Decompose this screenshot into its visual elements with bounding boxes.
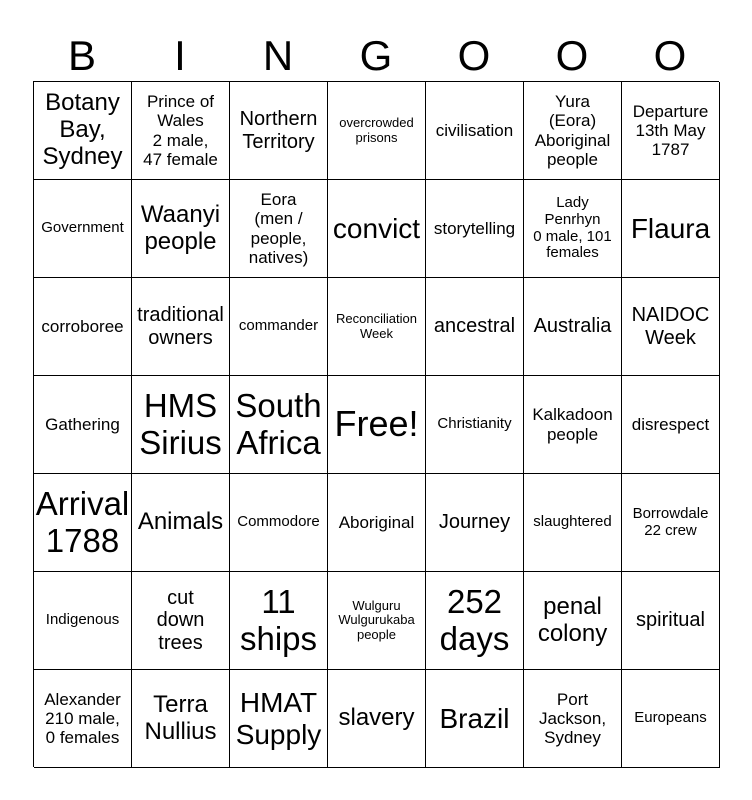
bingo-cell[interactable] [622, 278, 720, 376]
header-letter: O [457, 32, 491, 79]
bingo-cell[interactable] [230, 278, 328, 376]
bingo-cell[interactable] [132, 572, 230, 670]
cell-text: Journey [438, 511, 511, 534]
cell-text: Departure 13th May 1787 [632, 101, 709, 160]
bingo-cell[interactable] [426, 474, 524, 572]
bingo-cell[interactable] [426, 278, 524, 376]
cell-text: spiritual [636, 609, 705, 632]
cell-text: Aboriginal [338, 512, 415, 532]
bingo-cell[interactable] [622, 180, 720, 278]
cell-text: Government [41, 219, 124, 237]
cell-text: Borrowdale 22 crew [632, 504, 709, 539]
bingo-cell[interactable] [34, 670, 132, 768]
cell-text: Port Jackson, Sydney [538, 689, 607, 748]
cell-text: NAIDOC Week [631, 304, 710, 349]
cell-text: convict [332, 212, 421, 244]
bingo-cell[interactable] [132, 82, 230, 180]
bingo-cell[interactable] [230, 376, 328, 474]
cell-text: 11 ships [239, 582, 318, 657]
bingo-cell[interactable] [524, 572, 622, 670]
header-letter: B [67, 32, 96, 79]
bingo-cell[interactable] [622, 82, 720, 180]
cell-text: civilisation [435, 120, 514, 140]
bingo-cell[interactable] [132, 180, 230, 278]
cell-text: penal colony [537, 592, 608, 647]
cell-text: Reconciliation Week [336, 310, 417, 341]
cell-text: storytelling [433, 218, 516, 238]
cell-text: Prince of Wales 2 male, 47 female [143, 92, 218, 169]
bingo-cell[interactable] [524, 670, 622, 768]
cell-text: Terra Nullius [144, 690, 217, 745]
cell-text: disrespect [631, 414, 710, 434]
bingo-cell[interactable] [132, 376, 230, 474]
cell-text: Europeans [634, 709, 707, 727]
cell-text: 252 days [439, 582, 510, 657]
bingo-cell[interactable] [34, 278, 132, 376]
bingo-cell[interactable] [524, 376, 622, 474]
cell-text: Lady Penrhyn 0 male, 101 females [533, 193, 612, 262]
bingo-cell[interactable] [132, 670, 230, 768]
cell-text: slaughtered [533, 513, 612, 531]
cell-text: HMAT Supply [235, 687, 322, 750]
cell-text: Arrival 1788 [35, 484, 130, 559]
bingo-cell[interactable] [34, 180, 132, 278]
cell-text: Brazil [439, 702, 510, 734]
bingo-cell[interactable] [622, 474, 720, 572]
bingo-cell[interactable] [132, 474, 230, 572]
header-letter: O [653, 32, 687, 79]
cell-text: overcrowded prisons [339, 114, 414, 145]
cell-text: Waanyi people [140, 200, 221, 255]
bingo-cell[interactable] [328, 474, 426, 572]
bingo-cell[interactable] [426, 376, 524, 474]
bingo-cell[interactable] [426, 670, 524, 768]
bingo-cell[interactable] [230, 474, 328, 572]
bingo-cell[interactable] [230, 180, 328, 278]
cell-text: Australia [533, 315, 612, 338]
bingo-cell[interactable] [34, 376, 132, 474]
cell-text: Eora (men / people, natives) [248, 190, 309, 267]
bingo-cell[interactable] [230, 82, 328, 180]
cell-text: South Africa [235, 386, 322, 461]
bingo-cell[interactable] [34, 572, 132, 670]
cell-text: Kalkadoon people [532, 405, 613, 444]
bingo-cell[interactable] [328, 180, 426, 278]
bingo-cell[interactable] [328, 82, 426, 180]
bingo-cell[interactable] [34, 82, 132, 180]
cell-text: Yura (Eora) Aboriginal people [534, 92, 611, 169]
header-letter: N [262, 32, 294, 79]
cell-text: Alexander 210 male, 0 females [44, 689, 121, 748]
bingo-cell[interactable] [426, 572, 524, 670]
header-letter: O [555, 32, 589, 79]
bingo-cell[interactable] [328, 572, 426, 670]
cell-text: Free! [334, 403, 419, 445]
cell-text: HMS Sirius [139, 386, 222, 461]
cell-text: commander [238, 317, 319, 335]
cell-text: traditional owners [137, 304, 224, 349]
bingo-cell[interactable] [328, 278, 426, 376]
bingo-cell[interactable] [328, 670, 426, 768]
cell-text: Flaura [630, 212, 711, 244]
header-letter: I [174, 32, 186, 79]
cell-text: slavery [338, 704, 415, 732]
bingo-header [33, 30, 719, 82]
bingo-cell[interactable] [524, 180, 622, 278]
cell-text: corroboree [41, 316, 124, 336]
bingo-cell[interactable] [34, 474, 132, 572]
header-letter: G [359, 32, 393, 79]
cell-text: cut down trees [156, 586, 205, 654]
bingo-cell[interactable] [622, 376, 720, 474]
bingo-cell[interactable] [426, 82, 524, 180]
free-space[interactable] [328, 376, 426, 474]
bingo-cell[interactable] [426, 180, 524, 278]
cell-text: Animals [137, 508, 224, 536]
cell-text: Wulguru Wulgurukaba people [338, 597, 415, 642]
cell-text: Christianity [437, 415, 512, 433]
cell-text: Commodore [237, 513, 320, 531]
cell-text: ancestral [433, 315, 516, 338]
bingo-cell[interactable] [230, 670, 328, 768]
cell-text: Indigenous [45, 611, 120, 629]
cell-text: Northern Territory [239, 108, 318, 153]
bingo-cell[interactable] [524, 278, 622, 376]
bingo-cell[interactable] [524, 474, 622, 572]
cell-text: Gathering [45, 414, 120, 434]
bingo-cell[interactable] [622, 572, 720, 670]
cell-text: Botany Bay, Sydney [42, 89, 123, 170]
bingo-cell[interactable] [132, 278, 230, 376]
bingo-cell[interactable] [524, 82, 622, 180]
bingo-cell[interactable] [230, 572, 328, 670]
bingo-cell[interactable] [622, 670, 720, 768]
bingo-board [33, 81, 719, 767]
